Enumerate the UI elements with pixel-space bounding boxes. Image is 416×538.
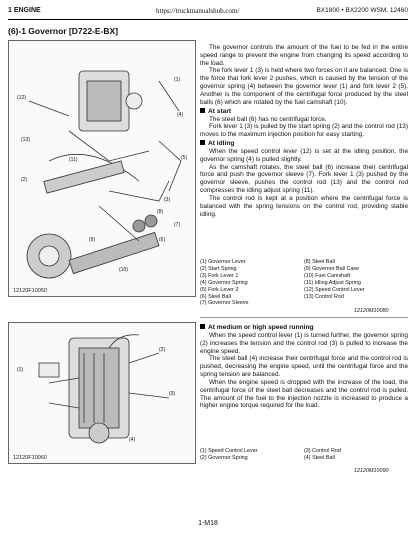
legend-column-right: (3) Control Rod (4) Steel Ball	[304, 448, 341, 461]
figure-code: 12120F10060	[13, 455, 47, 461]
legend-column-right: (8) Steel Ball (9) Governor Ball Case (10) Fuel Camshaft (11) Idling Adjust Spring (12) Speed Control Lever (13) Control Rod	[304, 259, 365, 300]
svg-text:(2): (2)	[159, 347, 166, 353]
svg-text:(3): (3)	[169, 391, 176, 397]
svg-text:(8): (8)	[157, 209, 164, 215]
header-rule	[8, 19, 408, 20]
bullet-square-icon	[200, 324, 205, 329]
paragraph: The fork lever 1 (3) is held where two forces on it are balanced. One is the force that fork lever 2 pushes, which is caused by the tension of the governor spring (4) between the governor lever (1) and fork lever 2 (5). Another is the component of the centrifugal force produced by the steel balls (6) which are rotated by the fuel camshaft (10).	[200, 67, 408, 106]
medium-speed-description	[200, 323, 408, 410]
reference-code: 12120M10080	[354, 308, 389, 314]
page-title: (6)-1 Governor [D722-E-BX]	[8, 26, 119, 36]
parts-legend	[200, 259, 408, 311]
svg-text:(4): (4)	[177, 112, 184, 118]
reference-code: 12120M10090	[354, 468, 389, 474]
section-divider	[200, 317, 408, 318]
subheading-medium-speed: At medium or high speed running	[200, 324, 408, 332]
paragraph: As the camshaft rotates, the steel ball (6) increase their centrifugal force and push the governor sleeve (7). Fork lever 1 (3) pushed by the governor sleeve, pushes the control rod (13) and the control rod compresses the idling adjust spring (11).	[200, 163, 408, 195]
paragraph: The steel ball (4) increase their centrifugal force and the control rod is pushed, decreasing the engine speed, until the centrifugal force and the spring tension are balanced.	[200, 355, 408, 379]
paragraph: When the speed control lever (1) is turned further, the governor spring (2) increases the tension and the control rod (3) is pulled to increase the engine speed.	[200, 332, 408, 355]
svg-text:(5): (5)	[181, 155, 188, 161]
svg-text:(9): (9)	[89, 237, 96, 243]
paragraph: Fork lever 1 (3) is pulled by the start spring (2) and the control rod (13) moves to the maximum injection position for easy starting.	[200, 123, 408, 139]
model-label: BX1800 • BX2200 WSM, 12460	[316, 7, 408, 14]
legend-column-left: (1) Governor Lever (2) Start Spring (3) Fork Lever 1 (4) Governor Spring (5) Fork Lever 2 (6) Steel Ball (7) Governor Sleeve	[200, 259, 249, 307]
legend-column-left: (1) Speed Control Lever (2) Governor Spring	[200, 448, 258, 461]
governor-cutaway-diagram	[8, 322, 196, 464]
svg-text:(1): (1)	[174, 77, 181, 83]
page-number: 1-M18	[198, 520, 218, 527]
svg-text:(3): (3)	[164, 197, 171, 203]
section-label: 1 ENGINE	[8, 7, 41, 14]
svg-text:(2): (2)	[21, 177, 28, 183]
svg-text:(12): (12)	[17, 95, 26, 101]
svg-text:(4): (4)	[129, 437, 136, 443]
page-header	[8, 6, 408, 18]
parts-legend-2	[200, 448, 408, 466]
governor-exploded-illustration	[9, 41, 195, 296]
subheading-at-idling: At idling	[200, 140, 408, 148]
svg-text:(7): (7)	[174, 222, 181, 228]
bullet-square-icon	[200, 108, 205, 113]
paragraph: The steel ball (6) has no centrifugal force.	[209, 115, 327, 123]
svg-text:(6): (6)	[159, 237, 166, 243]
svg-text:(1): (1)	[17, 367, 24, 373]
source-url[interactable]: https://truckmanualshub.com/	[156, 7, 240, 15]
svg-text:(13): (13)	[21, 137, 30, 143]
governor-diagram	[8, 40, 196, 297]
paragraph: When the speed control lever (12) is set at the idling position, the governor spring (4) is pulled slightly.	[200, 148, 408, 163]
figure-code: 12120F10050	[13, 288, 47, 294]
governor-cutaway-illustration	[9, 323, 195, 463]
svg-text:(11): (11)	[69, 157, 78, 163]
svg-text:(10): (10)	[119, 267, 128, 273]
subheading-at-start: At start	[200, 108, 408, 116]
governor-description	[200, 44, 408, 218]
paragraph: When the engine speed is dropped with the increase of the load, the centrifugal force of the steel ball decreases and the control rod is pulled. The amount of the fuel to the injection nozzle is increased to produce a higher engine torque required for the load.	[200, 378, 408, 410]
paragraph: The control rod is kept at a position where the centrifugal force is balanced with the spring tensions on the control rod, providing stable idling.	[200, 194, 408, 218]
paragraph: The governor controls the amount of the fuel to be fed in the entire speed range to prevent the engine from changing its speed according to the load.	[200, 44, 408, 67]
bullet-square-icon	[200, 140, 205, 145]
